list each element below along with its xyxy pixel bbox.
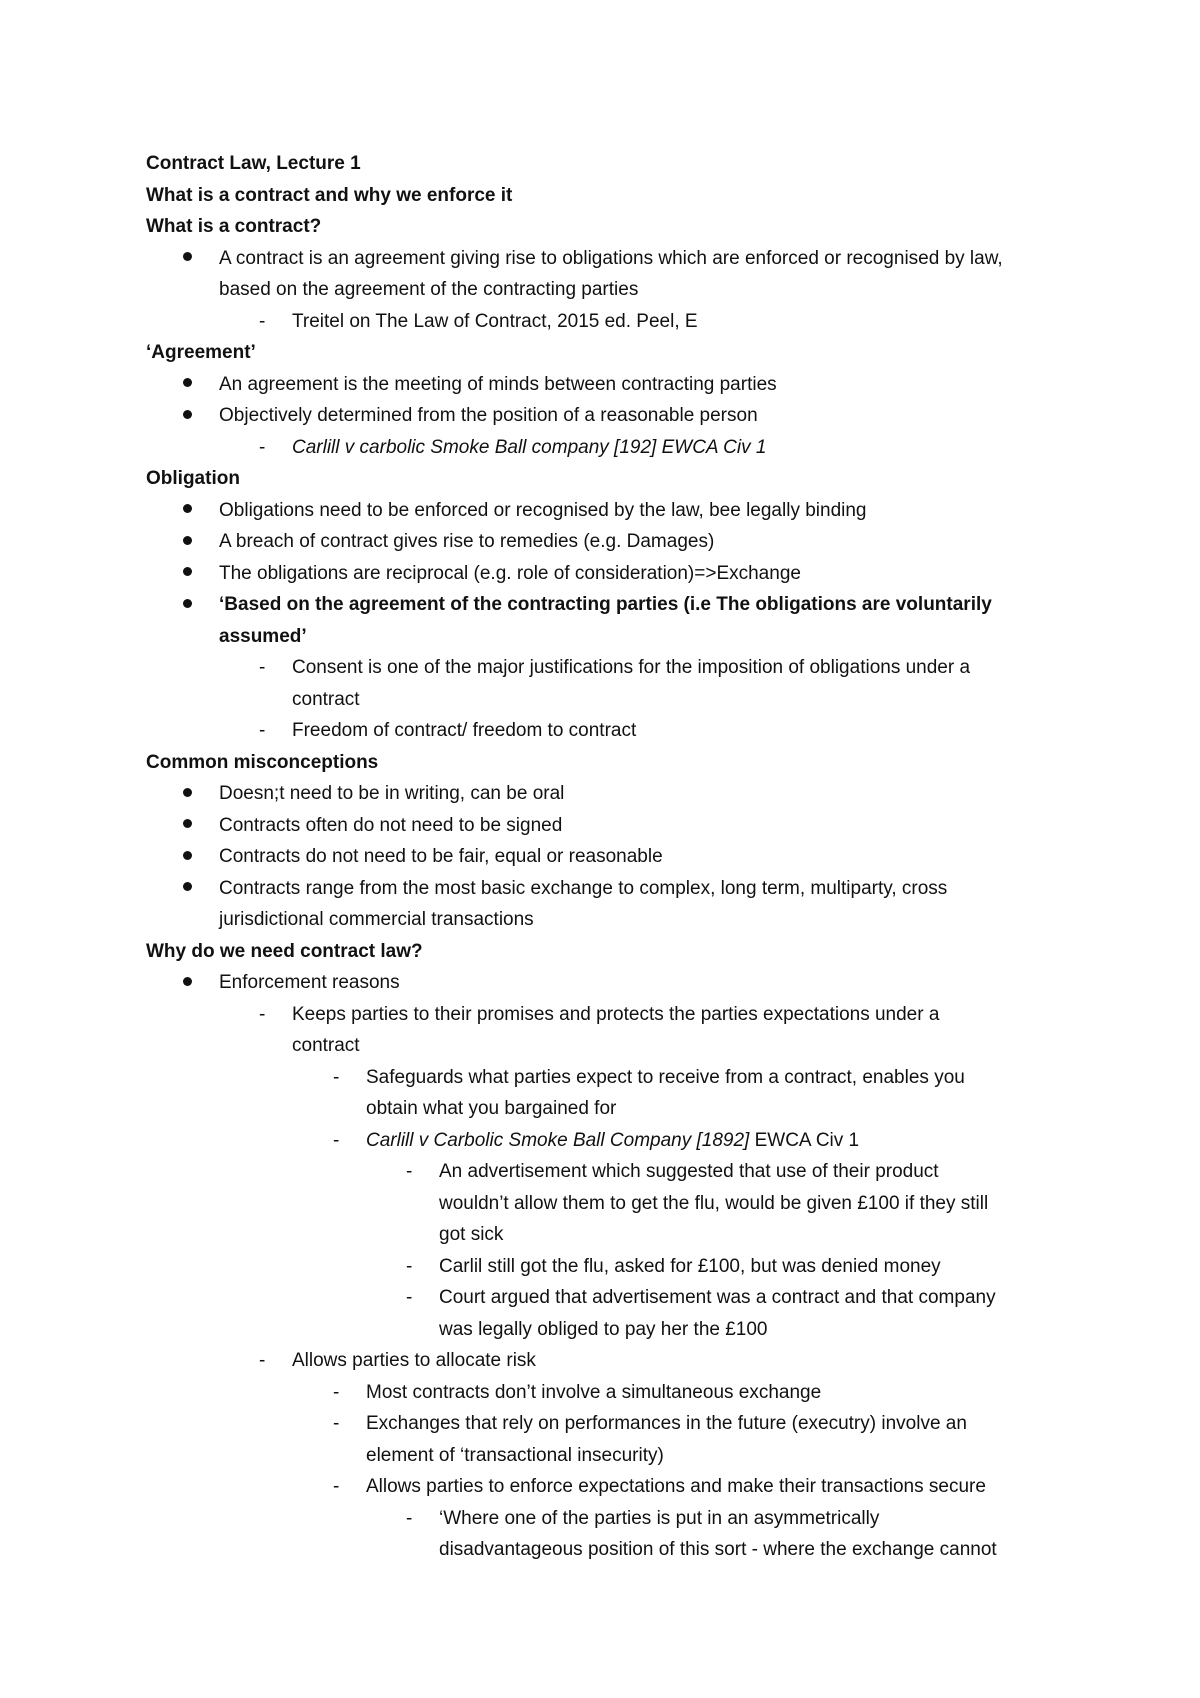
bullet-icon xyxy=(183,495,192,527)
list-item xyxy=(333,1408,1096,1440)
document-title: Contract Law, Lecture 1 xyxy=(146,153,361,174)
dash-marker: - xyxy=(333,1413,340,1434)
list-item-continuation: obtain what you bargained for xyxy=(366,1098,617,1119)
list-item xyxy=(406,1251,1096,1283)
bullet-icon xyxy=(183,778,192,810)
list-item-text: Contracts often do not need to be signed xyxy=(219,814,563,836)
list-item xyxy=(259,652,1096,684)
list-item xyxy=(219,243,1096,275)
list-item-continuation: disadvantageous position of this sort - where the exchange cannot xyxy=(439,1539,997,1560)
list-item xyxy=(259,999,1096,1031)
list-item xyxy=(219,967,1096,999)
bullet-icon xyxy=(183,873,192,905)
bullet-icon xyxy=(183,967,192,999)
dash-marker: - xyxy=(406,1287,413,1308)
list-item-text: An agreement is the meeting of minds between contracting parties xyxy=(219,373,777,395)
list-item-text: An advertisement which suggested that use of their product xyxy=(439,1161,939,1182)
list-item-text: Exchanges that rely on performances in the future (executry) involve an xyxy=(366,1413,967,1434)
list-item xyxy=(219,810,1096,842)
dash-marker: - xyxy=(333,1381,340,1403)
bullet-icon xyxy=(183,369,192,401)
dash-marker: - xyxy=(259,1350,266,1371)
document-body xyxy=(146,148,1096,1566)
list-item xyxy=(219,873,1096,905)
dash-marker: - xyxy=(406,1255,413,1277)
list-item-text: Obligations need to be enforced or recognised by the law, bee legally binding xyxy=(219,499,867,521)
list-item xyxy=(219,589,1096,621)
list-item-text: A breach of contract gives rise to remedies (e.g. Damages) xyxy=(219,531,715,552)
list-item xyxy=(219,841,1096,873)
list-item-text: Contracts range from the most basic exchange to complex, long term, multiparty, cross xyxy=(219,877,948,899)
list-item xyxy=(259,715,1096,747)
case-citation-italic: Carlill v carbolic Smoke Ball company [192] xyxy=(292,436,657,458)
list-item-text: Consent is one of the major justifications for the imposition of obligations under a xyxy=(292,657,971,678)
list-item xyxy=(333,1125,1096,1157)
list-item xyxy=(259,1345,1096,1377)
list-item-text: ‘Based on the agreement of the contracting parties (i.e The obligations are voluntarily xyxy=(219,594,992,615)
list-item-text: Freedom of contract/ freedom to contract xyxy=(292,720,637,741)
list-item xyxy=(406,1503,1096,1535)
list-item xyxy=(219,400,1096,432)
list-item-text: The obligations are reciprocal (e.g. role of consideration)=>Exchange xyxy=(219,562,801,584)
list-item-continuation: assumed’ xyxy=(219,625,307,647)
bullet-icon xyxy=(183,841,192,873)
bullet-icon xyxy=(183,400,192,432)
list-item-text: Court argued that advertisement was a contract and that company xyxy=(439,1287,996,1308)
list-item xyxy=(406,1282,1096,1314)
list-item xyxy=(406,1156,1096,1188)
bullet-icon xyxy=(183,558,192,590)
dash-marker: - xyxy=(259,720,266,741)
bullet-icon xyxy=(183,526,192,558)
list-item-text: Carlil still got the flu, asked for £100, but was denied money xyxy=(439,1255,941,1277)
case-citation-court: EWCA Civ 1 xyxy=(656,436,767,458)
list-item-continuation: got sick xyxy=(439,1224,504,1245)
list-item-text: Allows parties to allocate risk xyxy=(292,1350,536,1371)
list-item-continuation: element of ‘transactional insecurity) xyxy=(366,1444,664,1466)
dash-marker: - xyxy=(406,1507,413,1529)
list-item-text: Objectively determined from the position of a reasonable person xyxy=(219,405,758,426)
section-heading: What is a contract? xyxy=(146,216,322,237)
section-heading: Why do we need contract law? xyxy=(146,940,423,962)
list-item xyxy=(259,306,1096,338)
list-item xyxy=(219,369,1096,401)
list-item-continuation: contract xyxy=(292,688,360,710)
list-item xyxy=(219,778,1096,810)
list-item xyxy=(333,1471,1096,1503)
list-item-text: Allows parties to enforce expectations and make their transactions secure xyxy=(366,1476,986,1497)
dash-marker: - xyxy=(333,1066,340,1088)
list-item-continuation: contract xyxy=(292,1035,360,1056)
list-item-text: Doesn;t need to be in writing, can be oral xyxy=(219,783,565,804)
list-item xyxy=(219,558,1096,590)
list-item-text: Enforcement reasons xyxy=(219,972,400,993)
list-item xyxy=(333,1377,1096,1409)
list-item-continuation: was legally obliged to pay her the £100 xyxy=(439,1318,768,1340)
bullet-icon xyxy=(183,810,192,842)
list-item xyxy=(219,526,1096,558)
bullet-icon xyxy=(183,589,192,621)
section-heading: Common misconceptions xyxy=(146,751,379,773)
case-citation-italic: Carlill v Carbolic Smoke Ball Company [1892] xyxy=(366,1129,750,1151)
list-item-text: Keeps parties to their promises and protects the parties expectations under a xyxy=(292,1003,940,1025)
list-item-continuation: jurisdictional commercial transactions xyxy=(219,909,534,930)
list-item-text: Most contracts don’t involve a simultaneous exchange xyxy=(366,1381,822,1403)
dash-marker: - xyxy=(333,1129,340,1151)
list-item xyxy=(333,1062,1096,1094)
section-heading: ‘Agreement’ xyxy=(146,342,256,363)
case-citation-court: EWCA Civ 1 xyxy=(749,1129,860,1151)
dash-marker: - xyxy=(259,1003,266,1025)
dash-marker: - xyxy=(333,1476,340,1497)
dash-marker: - xyxy=(259,310,266,332)
list-item-text: Safeguards what parties expect to receive from a contract, enables you xyxy=(366,1066,965,1088)
list-item xyxy=(219,495,1096,527)
list-item-text: Contracts do not need to be fair, equal or reasonable xyxy=(219,846,663,867)
bullet-icon xyxy=(183,243,192,275)
list-item-text: A contract is an agreement giving rise to obligations which are enforced or recognised by law, xyxy=(219,247,1003,269)
list-item-continuation: based on the agreement of the contracting parties xyxy=(219,279,639,300)
dash-marker: - xyxy=(406,1161,413,1182)
list-item xyxy=(259,432,1096,464)
dash-marker: - xyxy=(259,657,266,678)
list-item-text: Treitel on The Law of Contract, 2015 ed. Peel, E xyxy=(292,310,698,332)
section-heading: Obligation xyxy=(146,468,240,489)
list-item-continuation: wouldn’t allow them to get the flu, would be given £100 if they still xyxy=(439,1192,989,1214)
dash-marker: - xyxy=(259,436,266,458)
document-subtitle: What is a contract and why we enforce it xyxy=(146,184,513,206)
list-item-text: ‘Where one of the parties is put in an asymmetrically xyxy=(439,1507,880,1529)
